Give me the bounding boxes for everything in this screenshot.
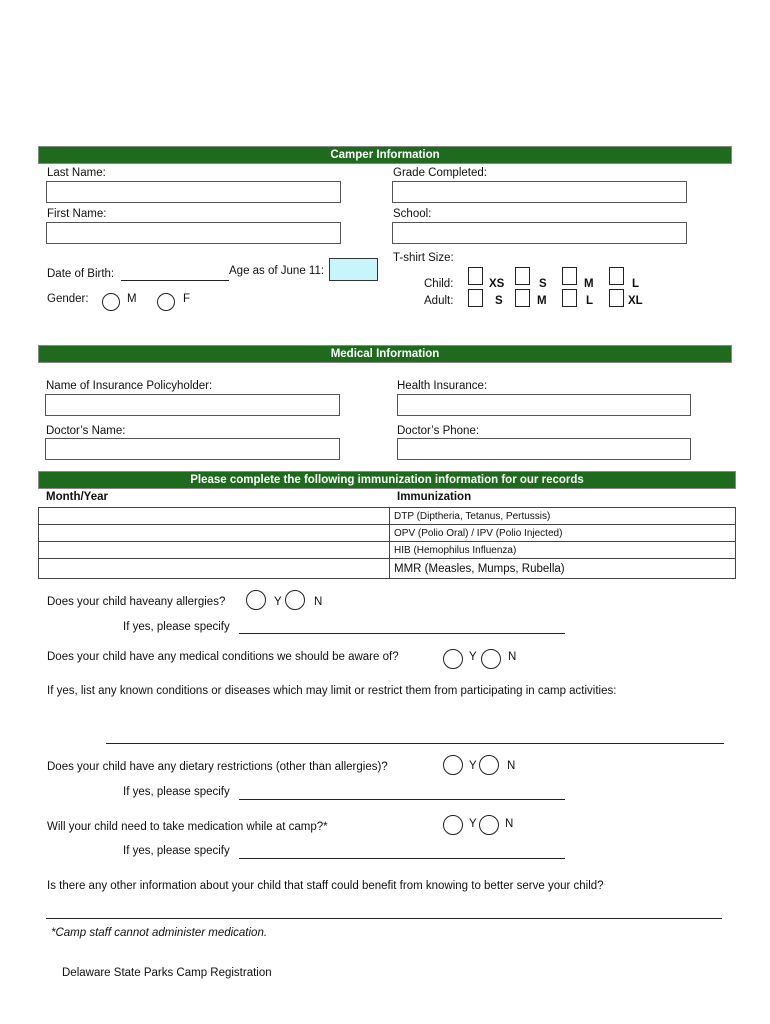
first-name-field[interactable] xyxy=(46,222,341,244)
month-year-cell[interactable] xyxy=(39,508,390,525)
child-l-checkbox[interactable] xyxy=(609,267,624,285)
allergies-yes-label: Y xyxy=(274,596,282,608)
last-name-field[interactable] xyxy=(46,181,341,203)
adult-xl-checkbox[interactable] xyxy=(609,289,624,307)
conditions-yes-radio[interactable] xyxy=(443,649,463,669)
child-xs-label: XS xyxy=(489,278,505,290)
conditions-question: Does your child have any medical conditions we should be aware of? xyxy=(47,651,399,663)
child-s-checkbox[interactable] xyxy=(515,267,530,285)
immunization-table xyxy=(38,507,736,579)
dietary-specify-label: If yes, please specify xyxy=(123,786,230,798)
table-row xyxy=(39,508,736,525)
immunization-cell: OPV (Polio Oral) / IPV (Polio Injected) xyxy=(390,525,736,542)
health-insurance-label: Health Insurance: xyxy=(397,380,488,392)
conditions-list-question: If yes, list any known conditions or diseases which may limit or restrict them from participating in camp activities: xyxy=(47,685,617,697)
dietary-question: Does your child have any dietary restrictions (other than allergies)? xyxy=(47,761,388,773)
child-l-label: L xyxy=(632,278,640,290)
medication-yes-radio[interactable] xyxy=(443,815,463,835)
gender-m-label: M xyxy=(127,293,137,305)
adult-l-label: L xyxy=(586,295,594,307)
medication-yes-label: Y xyxy=(469,818,477,830)
adult-m-label: M xyxy=(537,295,547,307)
school-field[interactable] xyxy=(392,222,687,244)
child-m-label: M xyxy=(584,278,594,290)
child-m-checkbox[interactable] xyxy=(562,267,577,285)
child-size-label: Child: xyxy=(424,278,454,290)
immunization-col-header: Immunization xyxy=(397,491,472,503)
adult-s-label: S xyxy=(495,295,503,307)
conditions-list-field[interactable] xyxy=(106,743,724,744)
immunization-cell: DTP (Diptheria, Tetanus, Pertussis) xyxy=(390,508,736,525)
dietary-yes-label: Y xyxy=(469,760,477,772)
dietary-yes-radio[interactable] xyxy=(443,755,463,775)
footer-title: Delaware State Parks Camp Registration xyxy=(62,967,272,979)
medication-footnote: *Camp staff cannot administer medication. xyxy=(51,927,268,939)
other-info-question: Is there any other information about your child that staff could benefit from knowing to better serve your child? xyxy=(47,880,604,892)
gender-label: Gender: xyxy=(47,293,89,305)
month-year-cell[interactable] xyxy=(39,542,390,559)
dietary-no-label: N xyxy=(507,760,516,772)
allergies-no-radio[interactable] xyxy=(285,590,305,610)
grade-completed-field[interactable] xyxy=(392,181,687,203)
table-row xyxy=(39,559,736,579)
age-field[interactable] xyxy=(329,258,378,281)
gender-f-radio[interactable] xyxy=(157,293,175,311)
immunization-cell: HIB (Hemophilus Influenza) xyxy=(390,542,736,559)
immunization-header: Please complete the following immunization information for our records xyxy=(38,471,736,489)
health-insurance-field[interactable] xyxy=(397,394,691,416)
grade-completed-label: Grade Completed: xyxy=(393,167,487,179)
adult-s-checkbox[interactable] xyxy=(468,289,483,307)
adult-xl-label: XL xyxy=(628,295,643,307)
month-year-cell[interactable] xyxy=(39,559,390,579)
medication-question: Will your child need to take medication while at camp?* xyxy=(47,821,328,833)
adult-m-checkbox[interactable] xyxy=(515,289,530,307)
age-label: Age as of June 11: xyxy=(229,265,325,277)
policyholder-label: Name of Insurance Policyholder: xyxy=(46,380,213,392)
allergies-question: Does your child haveany allergies? xyxy=(47,596,226,608)
medication-specify-label: If yes, please specify xyxy=(123,845,230,857)
date-of-birth-field[interactable] xyxy=(121,280,229,281)
school-label: School: xyxy=(393,208,432,220)
gender-f-label: F xyxy=(183,293,191,305)
first-name-label: First Name: xyxy=(47,208,107,220)
other-info-field[interactable] xyxy=(46,918,722,919)
doctor-name-label: Doctor’s Name: xyxy=(46,425,126,437)
allergies-specify-label: If yes, please specify xyxy=(123,621,230,633)
policyholder-field[interactable] xyxy=(45,394,340,416)
immunization-cell: MMR (Measles, Mumps, Rubella) xyxy=(390,559,736,579)
medication-no-label: N xyxy=(505,818,514,830)
table-row xyxy=(39,542,736,559)
child-s-label: S xyxy=(539,278,547,290)
child-xs-checkbox[interactable] xyxy=(468,267,483,285)
doctor-phone-field[interactable] xyxy=(397,438,691,460)
conditions-no-radio[interactable] xyxy=(481,649,501,669)
allergies-specify-field[interactable] xyxy=(239,633,565,634)
dietary-specify-field[interactable] xyxy=(239,799,565,800)
month-year-cell[interactable] xyxy=(39,525,390,542)
allergies-yes-radio[interactable] xyxy=(246,590,266,610)
last-name-label: Last Name: xyxy=(47,167,106,179)
dietary-no-radio[interactable] xyxy=(479,755,499,775)
date-of-birth-label: Date of Birth: xyxy=(47,268,115,280)
medical-info-header: Medical Information xyxy=(38,345,732,363)
conditions-no-label: N xyxy=(508,651,517,663)
doctor-phone-label: Doctor’s Phone: xyxy=(397,425,480,437)
adult-l-checkbox[interactable] xyxy=(562,289,577,307)
table-row xyxy=(39,525,736,542)
medication-no-radio[interactable] xyxy=(479,815,499,835)
month-year-header: Month/Year xyxy=(46,491,108,503)
adult-size-label: Adult: xyxy=(424,295,454,307)
camper-info-header: Camper Information xyxy=(38,146,732,164)
gender-m-radio[interactable] xyxy=(102,293,120,311)
tshirt-size-label: T-shirt Size: xyxy=(393,252,454,264)
medication-specify-field[interactable] xyxy=(239,858,565,859)
conditions-yes-label: Y xyxy=(469,651,477,663)
allergies-no-label: N xyxy=(314,596,323,608)
doctor-name-field[interactable] xyxy=(45,438,340,460)
